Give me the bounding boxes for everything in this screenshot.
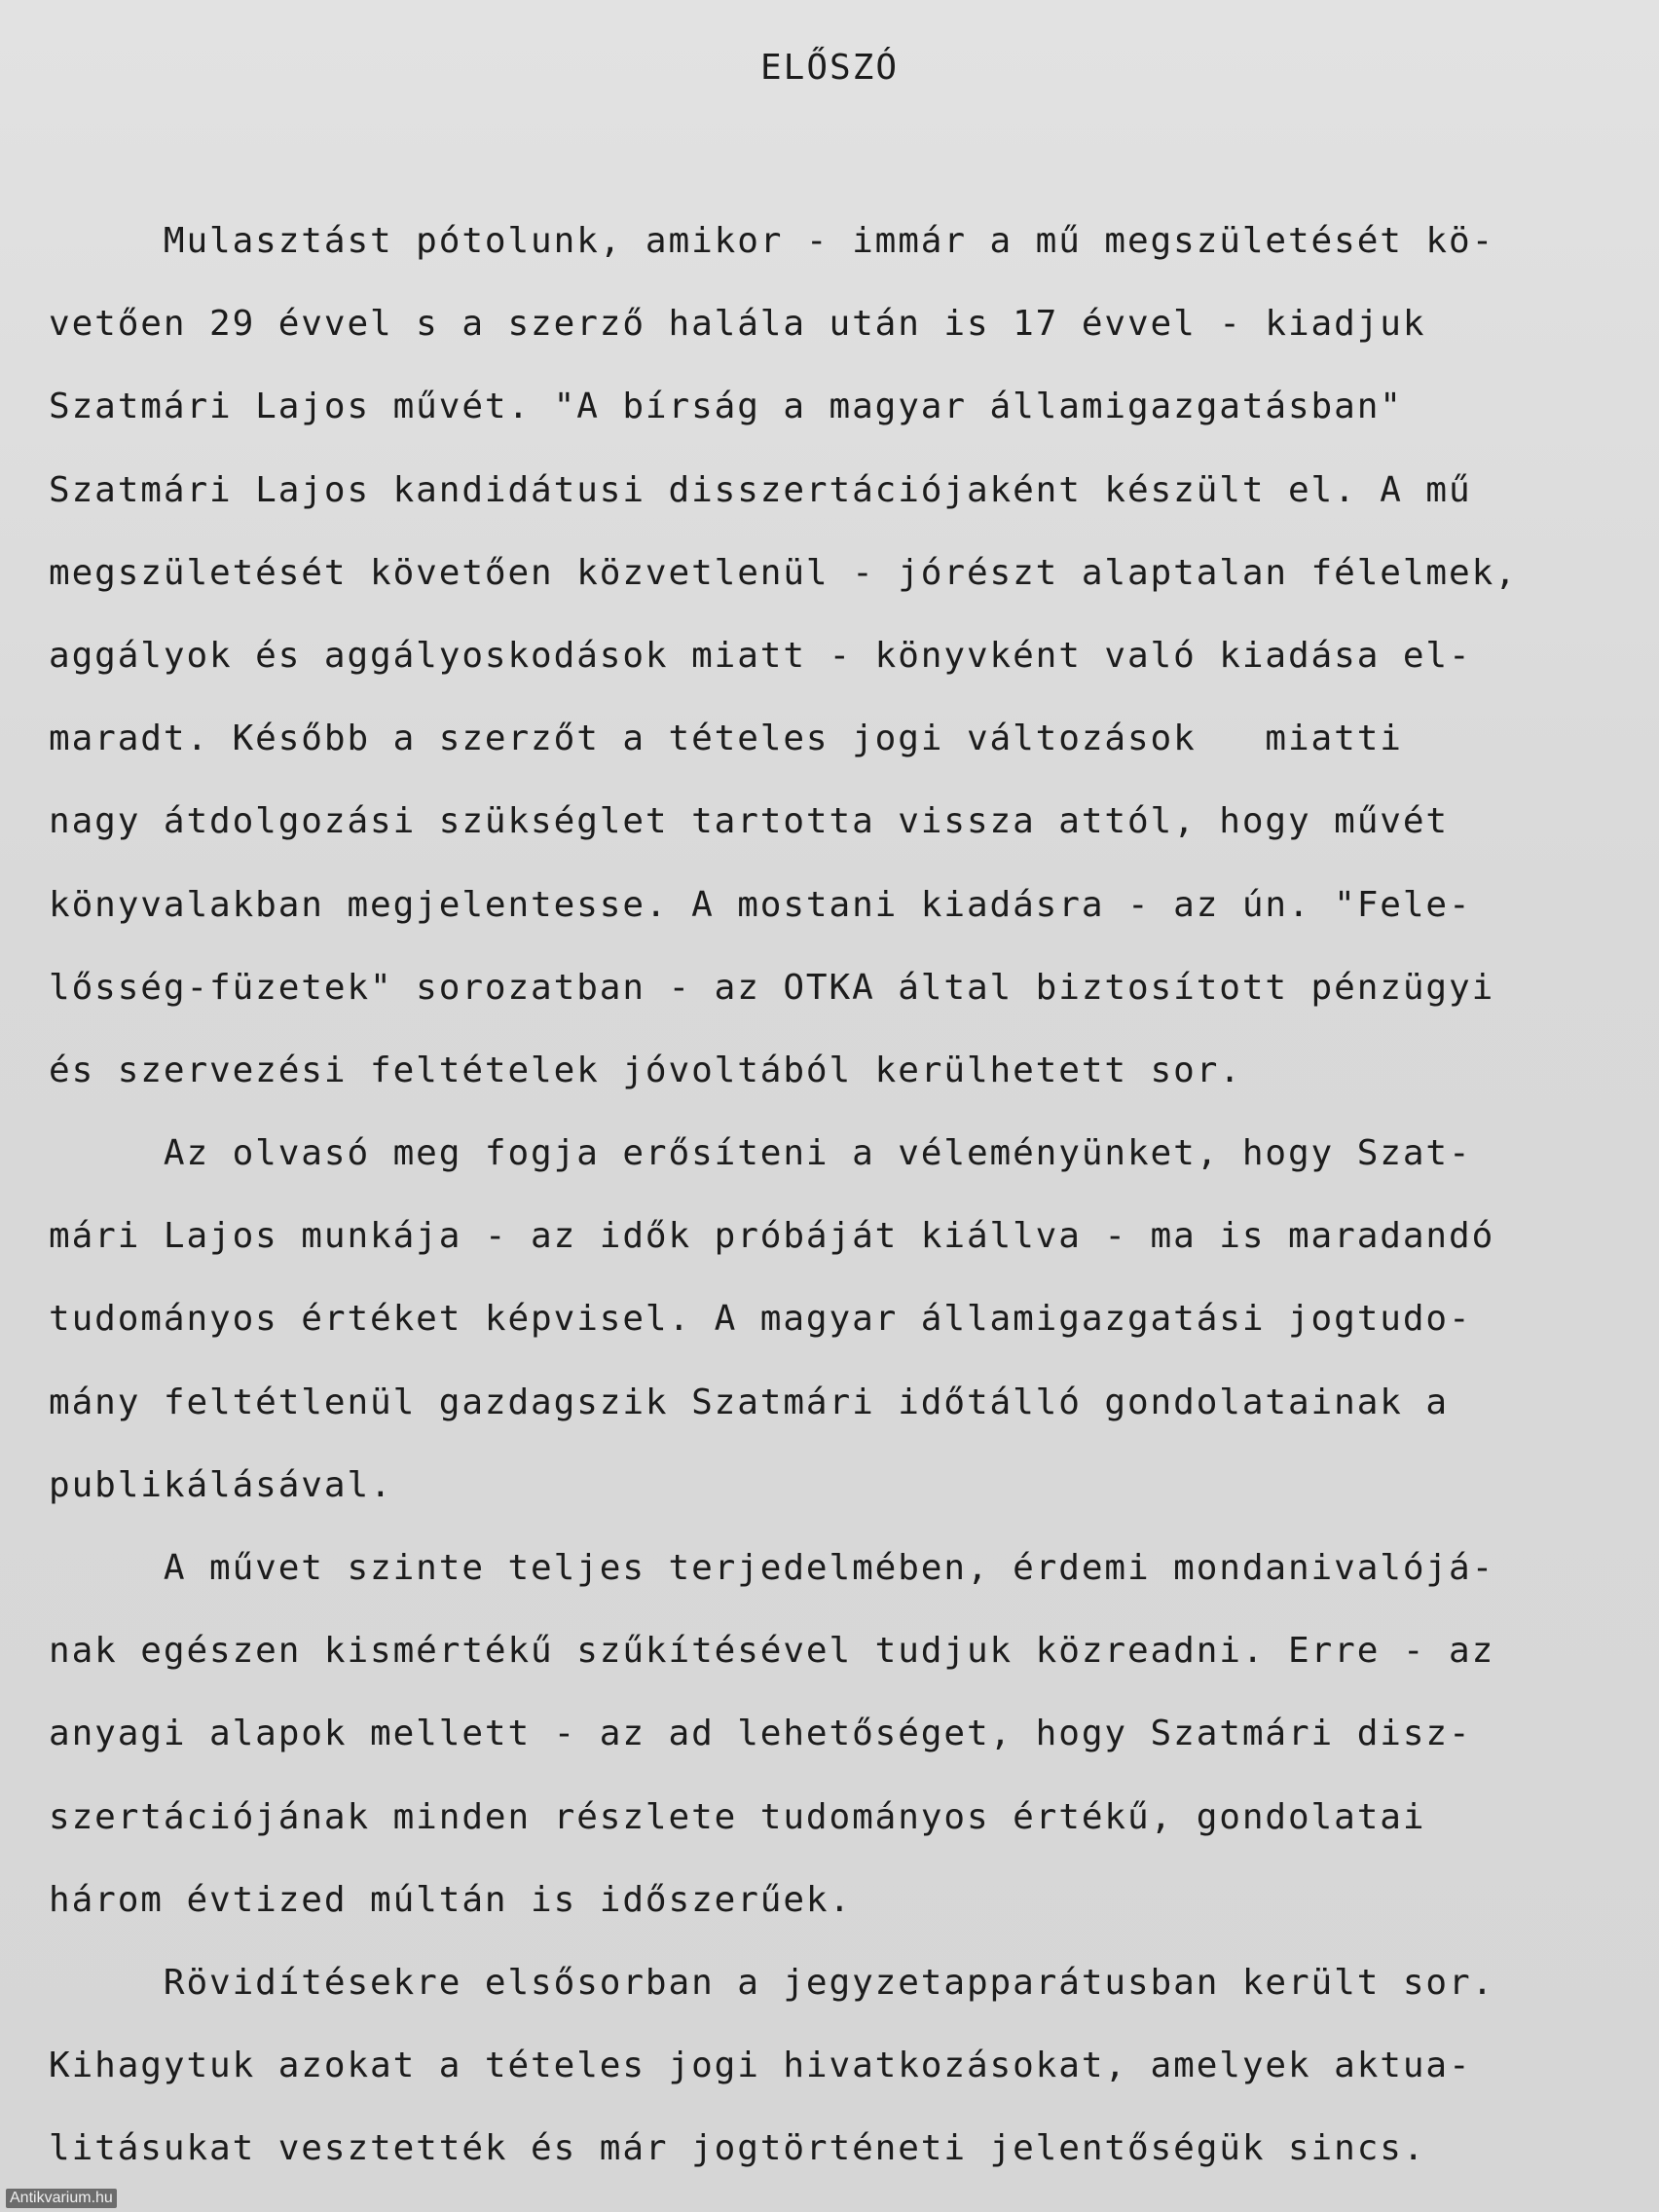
text-line: három évtized múltán is időszerűek. (49, 1879, 853, 1920)
text-line: lősség-füzetek" sorozatban - az OTKA által biztosított pénzügyi (49, 967, 1495, 1008)
text-line: megszületését követően közvetlenül - jórészt alaptalan félelmek, (49, 552, 1518, 593)
paragraph-4 (49, 1941, 1626, 2191)
page-title: ELŐSZÓ (759, 48, 900, 88)
paragraph-3 (49, 1527, 1626, 1941)
text-line: könyvalakban megjelentesse. A mostani kiadásra - az ún. "Fele- (49, 884, 1472, 925)
text-line: aggályok és aggályoskodások miatt - könyvként való kiadása el- (49, 635, 1472, 676)
text-line: A művet szinte teljes terjedelmében, érdemi mondanivalójá- (49, 1548, 1495, 1588)
text-line: vetően 29 évvel s a szerző halála után is 17 évvel - kiadjuk (49, 304, 1426, 345)
text-line: maradt. Később a szerzőt a tételes jogi változások miatti (49, 719, 1403, 759)
text-line: Rövidítésekre elsősorban a jegyzetapparátusban került sor. (49, 1962, 1495, 2003)
text-line: publikálásával. (49, 1464, 393, 1505)
text-line: nak egészen kismértékű szűkítésével tudjuk közreadni. Erre - az (49, 1631, 1495, 1672)
text-line: anyagi alapok mellett - az ad lehetőséget, hogy Szatmári disz- (49, 1714, 1472, 1754)
text-line: mári Lajos munkája - az idők próbáját kiállva - ma is maradandó (49, 1216, 1495, 1257)
text-line: tudományos értéket képvisel. A magyar államigazgatási jogtudo- (49, 1299, 1472, 1340)
paragraph-2 (49, 1112, 1626, 1527)
paragraph-1 (49, 200, 1626, 1112)
text-line: nagy átdolgozási szükséglet tartotta vissza attól, hogy művét (49, 801, 1450, 842)
text-line: és szervezési feltételek jóvoltából kerülhetett sor. (49, 1050, 1242, 1090)
text-line: litásukat vesztették és már jogtörténeti jelentőségük sincs. (49, 2128, 1426, 2169)
text-line: Az olvasó meg fogja erősíteni a véleményünket, hogy Szat- (49, 1133, 1472, 1174)
text-line: Szatmári Lajos kandidátusi disszertációjaként készült el. A mű (49, 469, 1472, 510)
body-text (49, 200, 1626, 2191)
text-line: Mulasztást pótolunk, amikor - immár a mű megszületését kö- (49, 221, 1495, 261)
watermark: Antikvarium.hu (6, 2189, 117, 2208)
text-line: Kihagytuk azokat a tételes jogi hivatkozásokat, amelyek aktua- (49, 2046, 1472, 2086)
text-line: szertációjának minden részlete tudományos értékű, gondolatai (49, 1796, 1426, 1837)
text-line: Szatmári Lajos művét. "A bírság a magyar államigazgatásban" (49, 387, 1403, 427)
text-line: mány feltétlenül gazdagszik Szatmári időtálló gondolatainak a (49, 1382, 1450, 1422)
